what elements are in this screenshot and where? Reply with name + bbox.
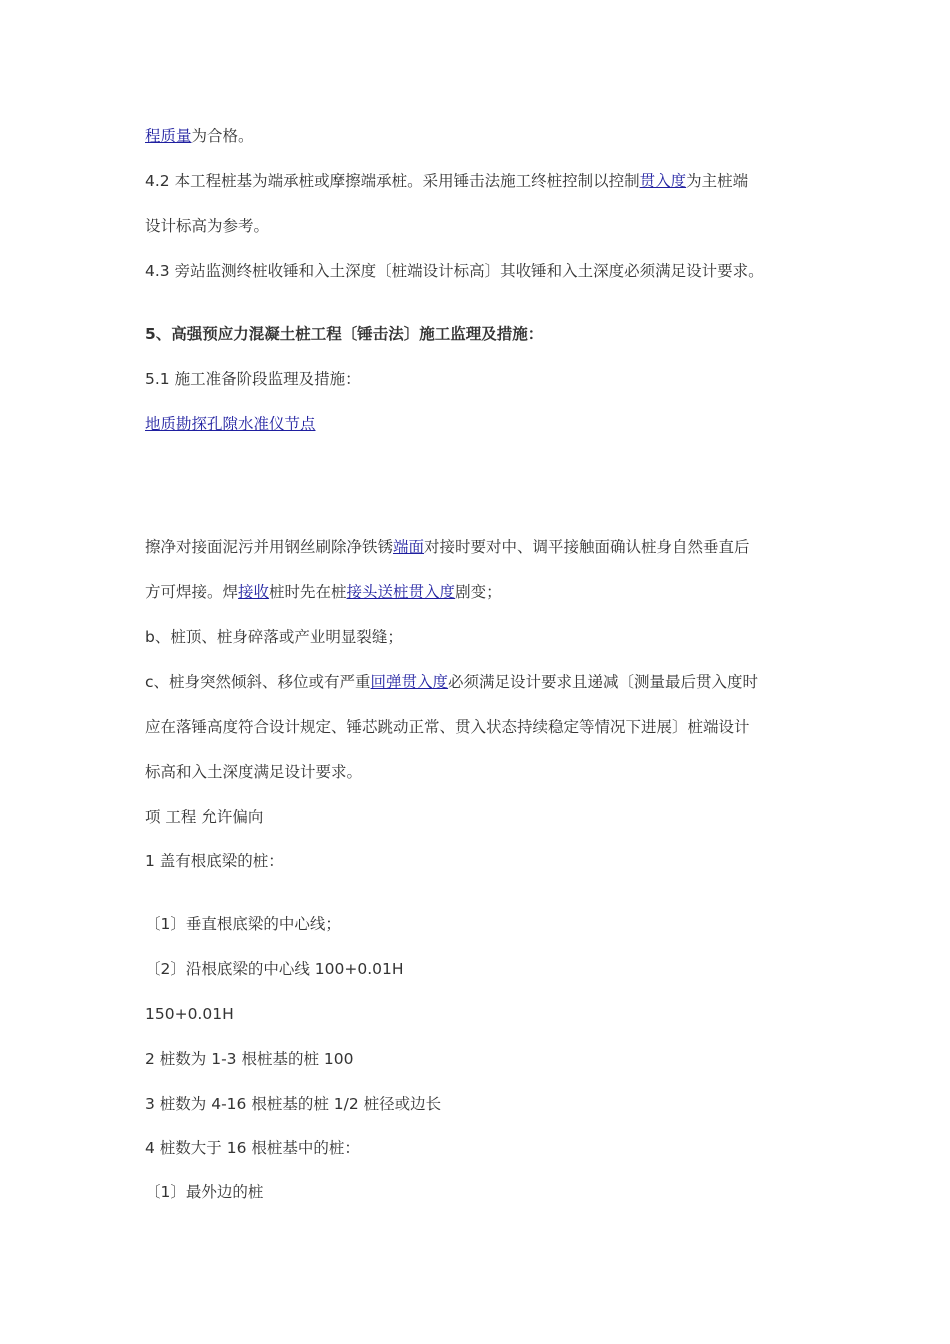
paragraph-links — [145, 414, 316, 434]
link-geological-survey[interactable]: 地质勘探孔隙水准仪节点 — [145, 415, 316, 433]
item-4-1: 〔1〕最外边的桩 — [145, 1183, 264, 1201]
item-2: 2 桩数为 1-3 根桩基的桩 100 — [145, 1050, 354, 1068]
text-segment: 擦净对接面泥污并用钢丝刷除净铁锈 — [145, 538, 394, 556]
paragraph-4-2 — [145, 171, 748, 191]
text-segment: c、桩身突然倾斜、移位或有严重 — [145, 673, 371, 691]
paragraph-b: b、桩顶、桩身碎落或产业明显裂缝； — [145, 628, 403, 646]
subheading-5-1: 5.1 施工准备阶段监理及措施： — [145, 370, 361, 388]
link-end-face[interactable]: 端面 — [393, 538, 425, 556]
text-segment: 为主桩端 — [686, 172, 749, 190]
section-heading-5: 5、高强预应力混凝土桩工程〔锤击法〕施工监理及措施： — [145, 325, 544, 343]
paragraph-quality — [145, 126, 254, 146]
text-segment: 剧变； — [455, 583, 502, 601]
item-4: 4 桩数大于 16 根桩基中的桩： — [145, 1139, 360, 1157]
item-3: 3 桩数为 4-16 根桩基的桩 1/2 桩径或边长 — [145, 1095, 442, 1113]
item-1: 1 盖有根底梁的桩： — [145, 852, 284, 870]
item-1-2-value: 150+0.01H — [145, 1005, 234, 1023]
text-segment: 为合格。 — [191, 127, 254, 145]
link-rebound-penetration[interactable]: 回弹贯入度 — [370, 673, 449, 691]
item-1-1: 〔1〕垂直根底梁的中心线； — [145, 915, 341, 933]
link-receive[interactable]: 接收 — [238, 583, 270, 601]
link-project-quality[interactable]: 程质量 — [145, 127, 192, 145]
text-segment: 4.2 本工程桩基为端承桩或摩擦端承桩。采用锤击法施工终桩控制以控制 — [145, 172, 640, 190]
paragraph-c-cont2: 标高和入土深度满足设计要求。 — [145, 763, 363, 781]
item-1-2: 〔2〕沿根底梁的中心线 100+0.01H — [145, 960, 404, 978]
paragraph-welding — [145, 582, 502, 602]
text-segment: 方可焊接。焊 — [145, 583, 239, 601]
paragraph-cleaning — [145, 537, 750, 557]
paragraph-4-3: 4.3 旁站监测终桩收锤和入土深度〔桩端设计标高〕其收锤和入土深度必须满足设计要求。 — [145, 262, 764, 280]
paragraph-4-2-cont: 设计标高为参考。 — [145, 217, 270, 235]
text-segment: 桩时先在桩 — [269, 583, 347, 601]
link-joint-penetration[interactable]: 接头送桩贯入度 — [346, 583, 456, 601]
paragraph-c-cont1: 应在落锤高度符合设计规定、锤芯跳动正常、贯入状态持续稳定等情况下进展〕桩端设计 — [145, 718, 750, 736]
table-header-line: 项 工程 允许偏向 — [145, 808, 264, 826]
link-penetration[interactable]: 贯入度 — [639, 172, 687, 190]
paragraph-c — [145, 672, 758, 692]
text-segment: 对接时要对中、调平接触面确认桩身自然垂直后 — [424, 538, 750, 556]
text-segment: 必须满足设计要求且递减〔测量最后贯入度时 — [448, 673, 759, 691]
